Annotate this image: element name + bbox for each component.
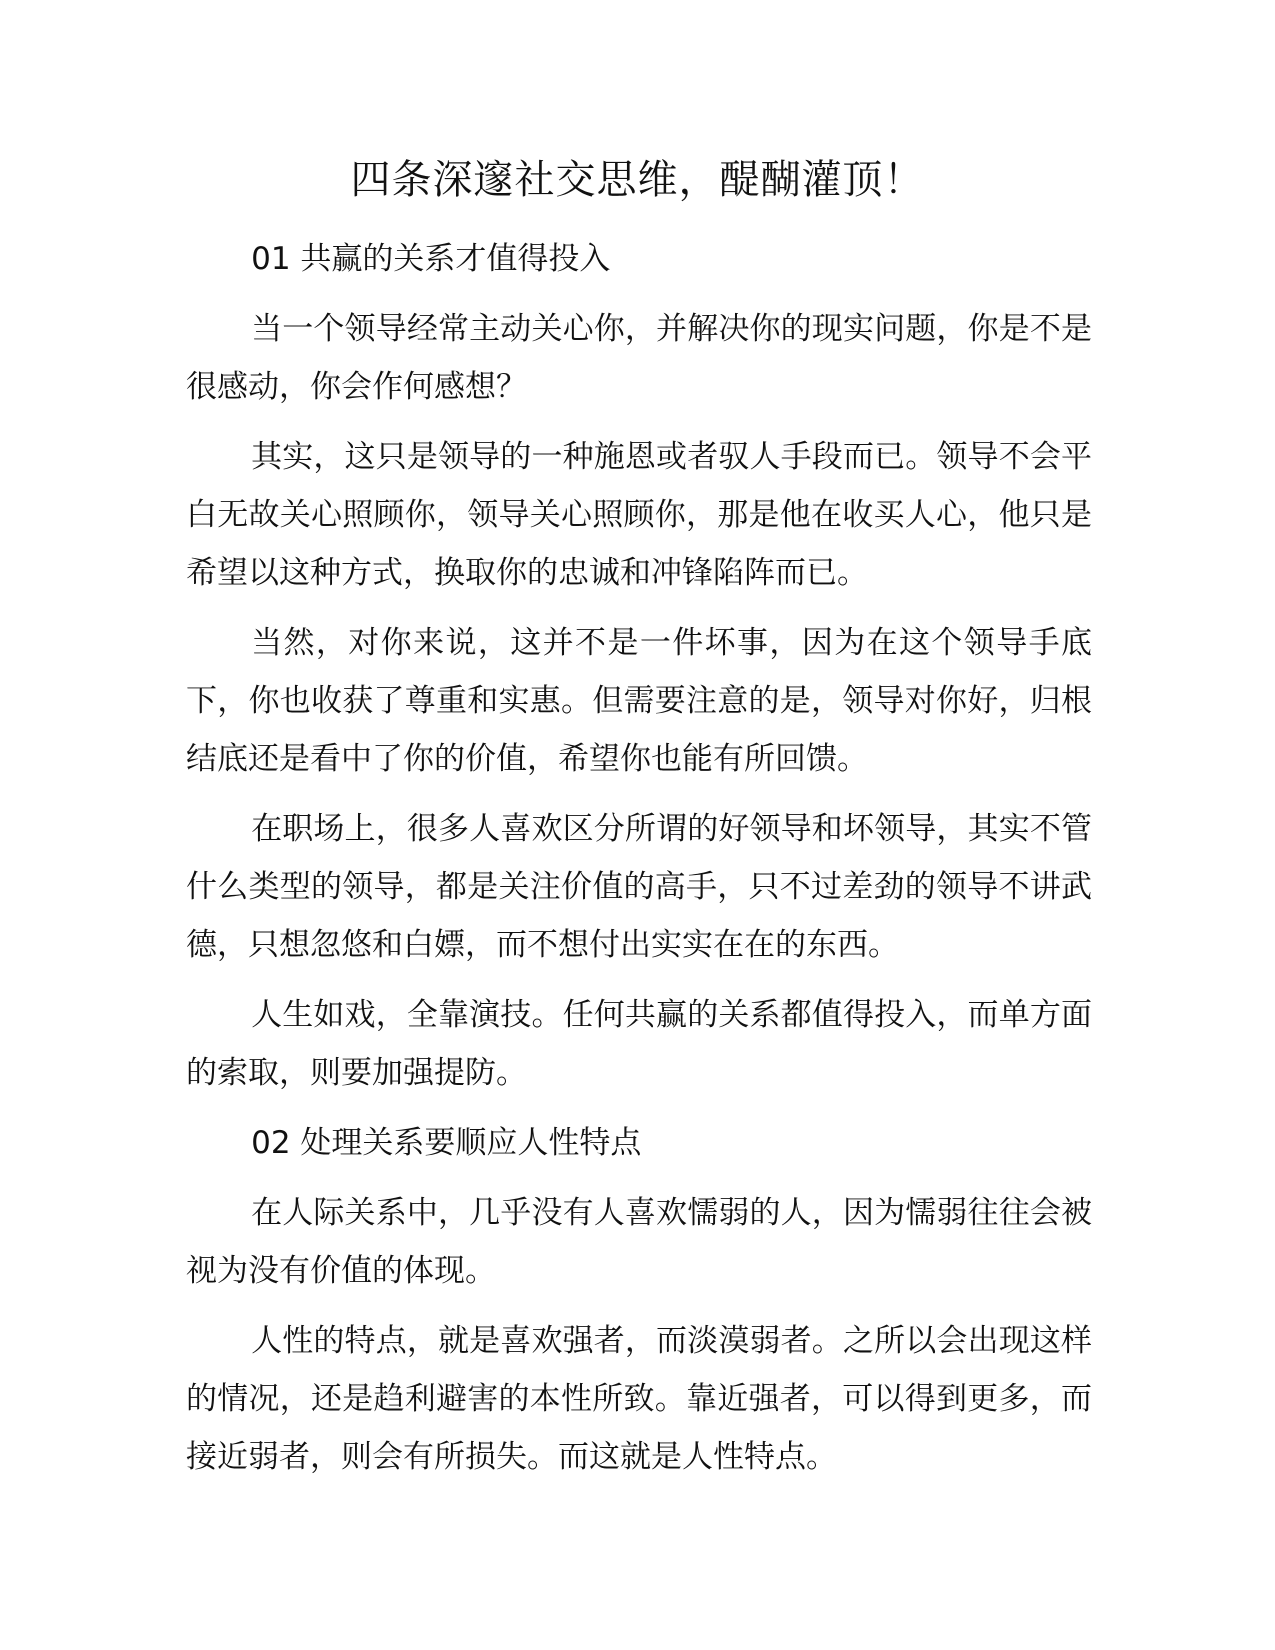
section-heading-01: 01 共赢的关系才值得投入 [251,241,611,277]
paragraph: 当然，对你来说，这并不是一件坏事，因为在这个领导手底下，你也收获了尊重和实惠。但需要注意的是，领导对你好，归根结底还是看中了你的价值，希望你也能有所回馈。 [186,625,1092,777]
paragraph: 在职场上，很多人喜欢区分所谓的好领导和坏领导，其实不管什么类型的领导，都是关注价值的高手，只不过差劲的领导不讲武德，只想忽悠和白嫖，而不想付出实实在在的东西。 [186,811,1092,963]
paragraph: 在人际关系中，几乎没有人喜欢懦弱的人，因为懦弱往往会被视为没有价值的体现。 [186,1195,1092,1289]
document-body [186,230,1092,1498]
paragraph: 其实，这只是领导的一种施恩或者驭人手段而已。领导不会平白无故关心照顾你，领导关心照顾你，那是他在收买人心，他只是希望以这种方式，换取你的忠诚和冲锋陷阵而已。 [186,439,1092,591]
paragraph: 当一个领导经常主动关心你，并解决你的现实问题，你是不是很感动，你会作何感想？ [186,311,1092,405]
document-title: 四条深邃社交思维，醍醐灌顶！ [350,157,925,203]
paragraph: 人生如戏，全靠演技。任何共赢的关系都值得投入，而单方面的索取，则要加强提防。 [186,997,1092,1091]
section-heading-02: 02 处理关系要顺应人性特点 [251,1125,642,1161]
paragraph: 人性的特点，就是喜欢强者，而淡漠弱者。之所以会出现这样的情况，还是趋利避害的本性所致。靠近强者，可以得到更多，而接近弱者，则会有所损失。而这就是人性特点。 [186,1323,1092,1475]
